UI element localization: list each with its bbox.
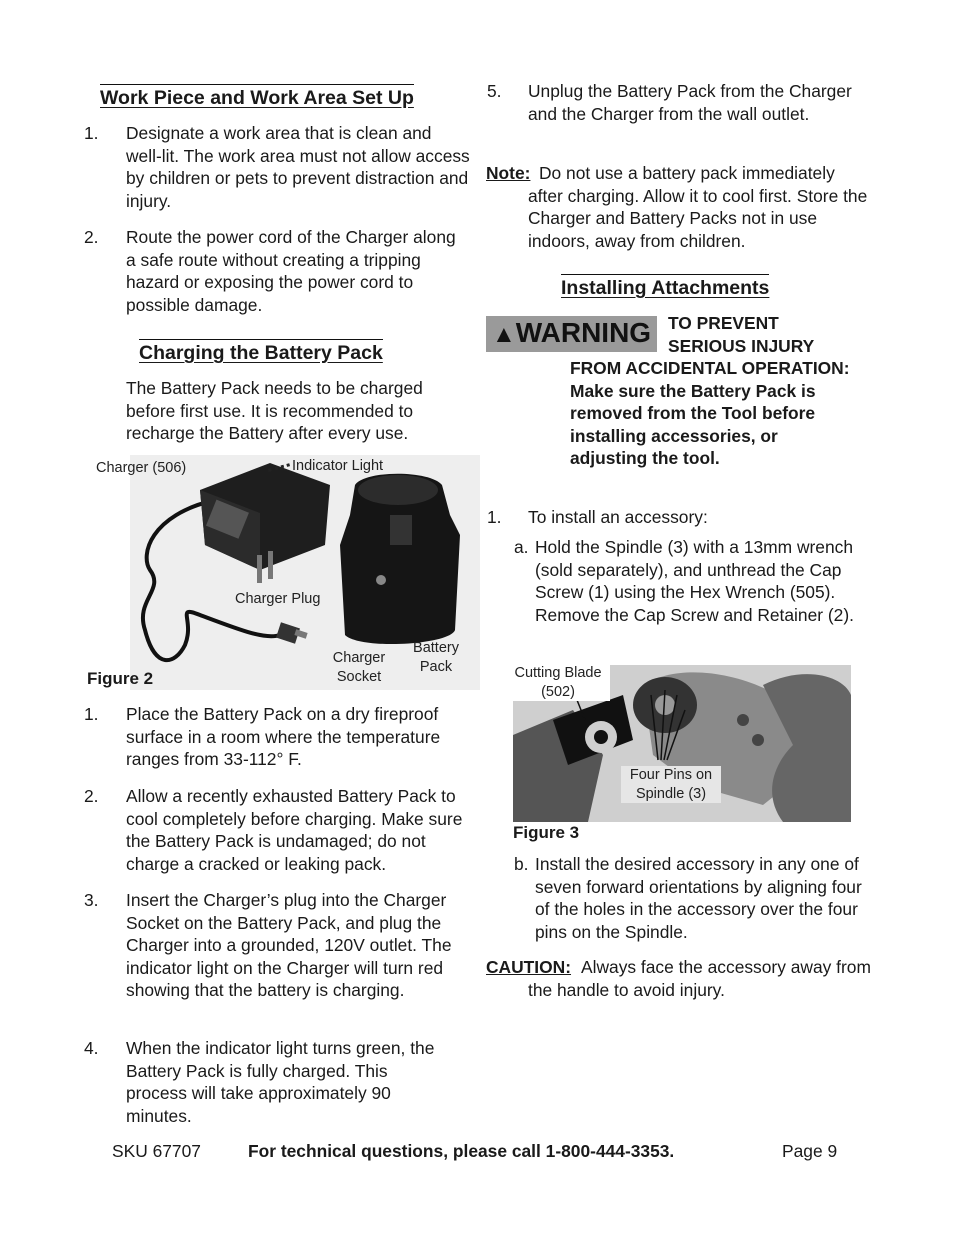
warning-badge-text: WARNING xyxy=(515,317,652,348)
figure-2-label: Figure 2 xyxy=(87,669,154,688)
list-item: To install an accessory: xyxy=(528,507,708,527)
callout-battery-pack: Battery Pack xyxy=(413,640,459,675)
note-label: Note: xyxy=(486,163,531,183)
warning-badge xyxy=(486,316,657,352)
warning-lead: TO PREVENT SERIOUS INJURY xyxy=(668,313,815,356)
note-text: Do not use a battery pack immediately after charging. Allow it to cool first. Store the Charger and Battery Packs not in use indoors, away from children. xyxy=(528,163,868,251)
callout-charger-socket: Charger Socket xyxy=(332,650,386,685)
heading-installing: Installing Attachments xyxy=(561,274,769,300)
list-number: 3. xyxy=(84,890,99,910)
list-number: 5. xyxy=(487,81,502,101)
callout-indicator-light: Indicator Light xyxy=(292,458,384,474)
list-item: When the indicator light turns green, the Battery Pack is fully charged. This process will take approximately 90 minutes. xyxy=(126,1038,435,1126)
sub-label: a. xyxy=(514,537,529,557)
sub-item: Hold the Spindle (3) with a 13mm wrench (sold separately), and unthread the Cap Screw (1) using the Hex Wrench (505). Remove the Cap Screw and Retainer (2). xyxy=(535,537,854,625)
figure-3-label: Figure 3 xyxy=(513,823,580,842)
list-number: 1. xyxy=(487,507,502,527)
callout-charger: Charger (506) xyxy=(96,460,187,476)
callout-charger-plug: Charger Plug xyxy=(235,591,321,607)
list-number: 1. xyxy=(84,704,99,724)
list-item: Insert the Charger’s plug into the Charger Socket on the Battery Pack, and plug the Charger into a grounded, 120V outlet. The indicator light on the Charger will turn red showing that the battery is charging. xyxy=(126,890,452,1001)
list-item: Allow a recently exhausted Battery Pack to cool completely before charging. Make sure the Battery Pack is undamaged; do not charge a cracked or leaking pack. xyxy=(126,786,463,874)
list-item: Unplug the Battery Pack from the Charger and the Charger from the wall outlet. xyxy=(528,81,852,124)
list-item: Designate a work area that is clean and well-lit. The work area must not allow access by children or pets to prevent distraction and injury. xyxy=(126,123,470,211)
heading-charging: Charging the Battery Pack xyxy=(139,339,383,365)
footer-page: Page 9 xyxy=(782,1141,838,1161)
caution-label: CAUTION: xyxy=(486,957,572,977)
charging-intro: The Battery Pack needs to be charged before first use. It is recommended to recharge the Battery after every use. xyxy=(126,378,423,444)
list-number: 2. xyxy=(84,786,99,806)
list-number: 4. xyxy=(84,1038,99,1058)
list-number: 1. xyxy=(84,123,99,143)
warning-triangle-icon: ▲ xyxy=(492,321,516,348)
list-item: Place the Battery Pack on a dry fireproof surface in a room where the temperature ranges from 33-112° F. xyxy=(126,704,441,770)
sub-item: Install the desired accessory in any one of seven forward orientations by aligning four of the holes in the accessory over the four pins on the Spindle. xyxy=(535,854,862,942)
warning-text: FROM ACCIDENTAL OPERATION: Make sure the Battery Pack is removed from the Tool before installing accessories, or adjusting the tool. xyxy=(570,358,850,469)
list-number: 2. xyxy=(84,227,99,247)
callout-four-pins: Four Pins on Spindle (3) xyxy=(621,766,721,803)
heading-work-area: Work Piece and Work Area Set Up xyxy=(100,84,414,110)
sub-label: b. xyxy=(514,854,529,874)
callout-cutting-blade: Cutting Blade (502) xyxy=(506,664,610,701)
footer-support: For technical questions, please call 1-800-444-3353. xyxy=(248,1141,675,1161)
caution-text: Always face the accessory away from the handle to avoid injury. xyxy=(528,957,871,1000)
list-item: Route the power cord of the Charger along a safe route without creating a tripping hazard or exposing the power cord to possible damage. xyxy=(126,227,456,315)
footer-sku: SKU 67707 xyxy=(112,1141,201,1161)
